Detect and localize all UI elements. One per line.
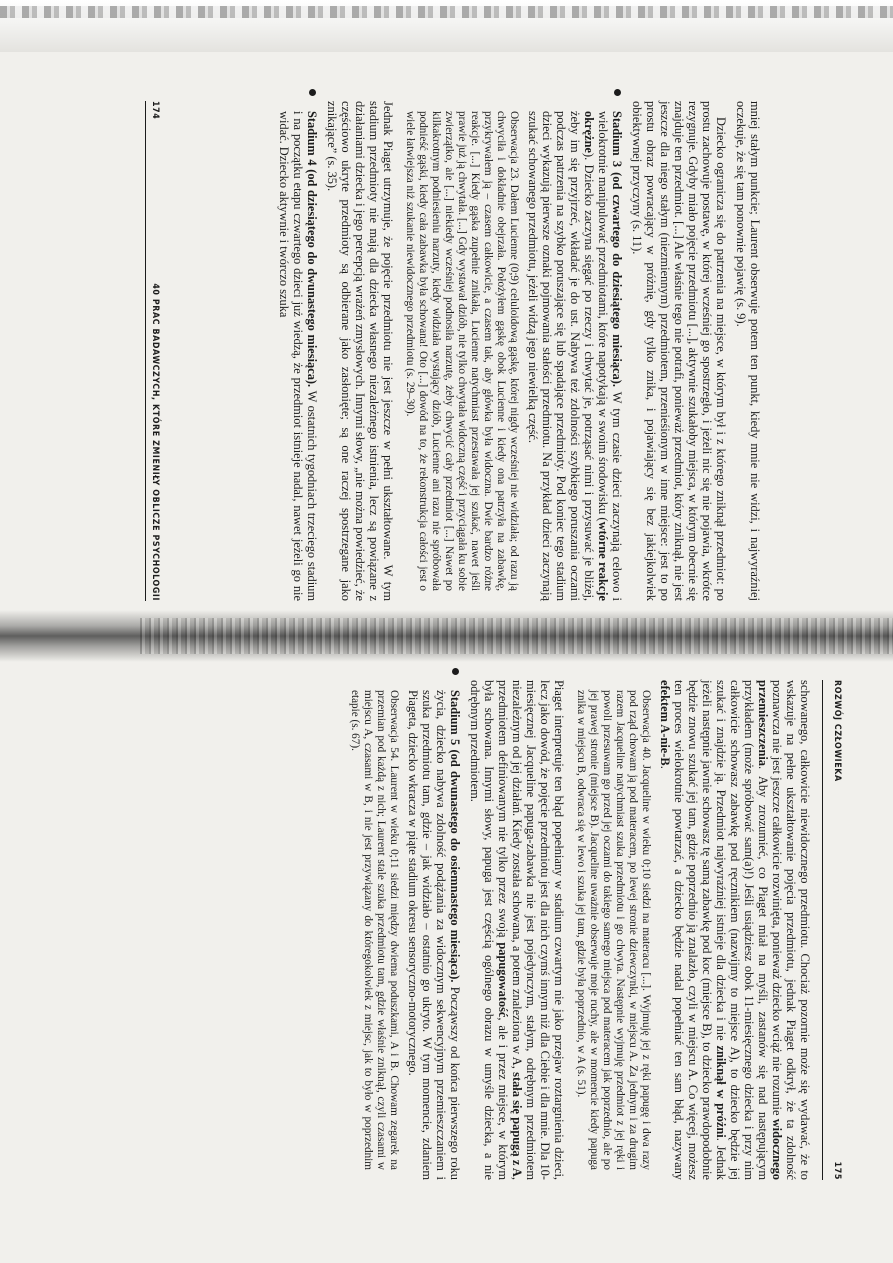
right-p2-c: , ale i przez miejsce, w którym była schowana. Innymi słowy, papuga jest częścią ogólnego obrazu w umyśle dziecka, a nie odrębnym przedmiotem. xyxy=(468,680,510,1180)
stage-3-text-1: W tym czasie dzieci zaczynają celowo i wielokrotnie manipulować przedmiotami, które napotykają w swoim środowisku ( xyxy=(596,111,624,601)
left-running-head: 40 PRAC BADAWCZYCH, KTÓRE ZMIENIŁY OBLICZE PSYCHOLOGII xyxy=(150,283,160,601)
stage-4-text: W ostatnich tygodniach trzeciego stadium i na początku etapu czwartego dzieci już wiedzą, że przedmiot istnieje nadal, nawet jeżeli go nie widać. Dziecko aktywnie i twórczo szuka xyxy=(277,111,319,601)
gutter-noise xyxy=(140,618,893,654)
term-visible-displacement: widocznego przemieszczenia xyxy=(756,680,784,1180)
right-p2-b: , przedmiotem definiowanym nie tylko przez swoją xyxy=(496,680,524,1180)
stage-4-title: Stadium 4 (od dziesiątego do dwunastego miesiąca). xyxy=(305,111,319,388)
right-page-body xyxy=(152,680,812,1180)
right-running-head: ROZWÓJ CZŁOWIEKA xyxy=(832,680,842,782)
stage-3-text-2: ). Dziecko zaczyna sięgać po rzeczy i chwytać je, potrząsać nimi i przysuwać je bliżej, żeby im się przyjrzeć, wkładać je do ust. Nabywa też zdolności szybkiego poruszania oczami podczas patrzenia na szybko poruszające się lub spadające przedmioty. Pod koniec tego stadium dzieci wykazują pierwsze oznaki pojmowania stałości przedmiotu. Na przykład dzieci zaczynają szukać schowanego przedmiotu, jeżeli widzą jego niewielką część. xyxy=(526,111,596,601)
observation-40: Obserwacja 40. Jacqueline w wieku 0;10 siedzi na materacu [...]. Wyjmuję jej z ręki papugę i dwa razy pod rząd chowam ją pod materacem, po lewej stronie dziewczynki, w miejscu A. Za jednym i za drugim razem Jacqueline natychmiast szuka przedmiotu i go chwyta. Następnie wyjmuję przedmiot z jej ręki i powoli przesuwam go przed jej oczami do takiego samego miejsca pod materacem jak poprzednio, ale po jej prawej stronie (miejsce B). Jacqueline uważnie obserwuje moje ruchy, ale w momencie kiedy papuga znika w miejscu B, odwraca się w lewo i szuka jej tam, gdzie była poprzednio, w A (s. 51). xyxy=(575,690,652,1170)
stage-3-item xyxy=(526,101,624,601)
left-paragraph-1: mniej stałym punkcie; Laurent obserwuje potem ten punkt, kiedy mnie nie widzi, i najwyraźniej oczekuje, że się tam ponownie pojawię (s. 9). xyxy=(734,101,762,601)
stage-3-term: wtórne reakcje okrężne xyxy=(582,111,610,601)
right-p1-b: . Aby zrozumieć, co Piaget miał na myśli, zastanów się nad następującym przykładem (może spróbować sam(a)!) Jeśli usiądziesz obok 11-miesięcznego dziecka i przy nim całkowicie schowasz zabawkę pod ręcznikiem (nazwijmy to miejsce A), to dziecko będzie jej szukać i znajdzie ją. Przedmiot najwyraźniej istnieje dla dziecka i nie xyxy=(714,680,770,1180)
term-vanished: zniknął w próżni xyxy=(714,1045,728,1138)
left-page-number: 174 xyxy=(150,101,160,120)
right-p1-c: . Jednak jeżeli następnie jawnie schowasz tę samą zabawkę pod koc (miejsce B), to dziecko prawdopodobnie będzie znowu szukać jej tam, gdzie poprzednio ją znalazło, czyli w miejscu A. Co więcej, możesz ten proces wielokrotnie powtarzać, a dziecko będzie nadal popełniać ten sam błąd, nazywany xyxy=(672,680,728,1180)
right-p1-a: schowanego, całkowicie niewidocznego przedmiotu. Chociaż pozornie może się wydawać, że to wskazuje na pełne ukształtowanie pojęcia przedmiotu, jednak Piaget odkrył, że ta zdolność poznawcza nie jest jeszcze całkowicie rozwinięta, ponieważ dziecko wciąż nie rozumie xyxy=(770,680,812,1180)
observation-23: Obserwacja 23. Dałem Lucienne (0;9) celuloidową gąskę, której nigdy wcześniej nie widziała; od razu ją chwyciła i dokładnie obejrzała. Położyłem gąskę obok Lucienne i kiedy ona patrzyła na zabawkę, przykrywałem ją – czasem całkowicie, a czasem tak, aby główka była widoczna. Dwie bardzo różne reakcje. [...] Kiedy gąska zupełnie znikała, Lucienne natychmiast przestawała jej szukać, nawet jeśli prawie już ją chwytała. [...] Gdy wystawał dziób, nie tylko chwytała widoczną część i przyciągała ku sobie zwierzątko, ale [...] niekiedy wcześniej podnosiła narzutę, żeby chwycić cały przedmiot [...] Nawet po kilkakrotnym podniesieniu narzuty, kiedy widziała wystający dziób, Lucienne ani razu nie spróbowała podnieść gąski, kiedy cała zabawka była schowana! Oto [...] dowód na to, że rekonstrukcja całości jest o wiele łatwiejsza niż szukanie niewidocznego przedmiotu (s. 29–30). xyxy=(404,111,520,591)
left-page-body xyxy=(132,101,762,601)
stage-5-title: Stadium 5 (od dwunastego do osiemnastego miesiąca). xyxy=(448,690,462,983)
term-parrot-a: stała się papugą z A xyxy=(510,1072,524,1177)
right-paragraph-2 xyxy=(468,680,566,1180)
left-paragraph-2: Dziecko ogranicza się do patrzenia na miejsce, w którym był i z którego zniknął przedmiot: po prostu zachowuje postawę, w której wcześniej go spostrzegło, i jeżeli nic się nie pojawia, wkrótce rezygnuje. Gdyby miało pojęcie przedmiotu [...], aktywnie szukałoby miejsca, w którym obecnie się znajduje ten przedmiot. [...] Ale właśnie tego nie potrafi, ponieważ przedmiot, który zniknął, nie jest jeszcze dla niego stałym (niezmiennym) przedmiotem, przenieśionym w inne miejsce: jest to po prostu obraz powracający w próżnię, gdy tylko znika, i pojawiający się bez jakiejkolwiek obiektywnej przyczyny (s. 11). xyxy=(630,101,728,601)
stage-4-item xyxy=(277,101,319,601)
right-p2-a: Piaget interpretuje ten błąd popełniany w stadium czwartym nie jako przejaw roztargnienia dzieci, lecz jako dowód, że pojęcie przedmiotu jest dla nich czymś innym niż dla Ciebie i dla mnie. Dla 10-miesięcznej Jacqueline papuga-zabawka nie jest pojedynczym, stałym, odrębnym przedmiotem niezależnym od jej działań. Kiedy została schowana, a potem znaleziona w A, xyxy=(510,680,566,1180)
right-page-header xyxy=(828,680,842,1180)
stage-3-title: Stadium 3 (od czwartego do dziesiątego miesiąca). xyxy=(610,111,624,387)
observation-54: Obserwacja 54. Laurent w wieku 0;11 siedzi między dwiema poduszkami, A i B. Chowam zegarek na przemian pod każdą z nich; Laurent stale szuka przedmiotu tam, gdzie właśnie zniknął, czyli czasami w miejscu A, czasami w B, i nie jest przywiązany do któregokolwiek z miejsc, jak to było w poprzednim etapie (s. 67). xyxy=(349,690,400,1170)
right-header-rule xyxy=(822,680,823,1180)
scan-streak xyxy=(0,6,893,18)
right-p1-d: . xyxy=(658,765,672,769)
term-a-not-b: efektem A-nie-B xyxy=(658,680,672,766)
term-parrotness: papugowatość xyxy=(496,942,510,1018)
left-paragraph-3: Jednak Piaget utrzymuje, że pojęcie przedmiotu nie jest jeszcze w pełni ukształtowane. W tym stadium przedmioty nie mają dla dziecka własnego niezależnego istnienia, lecz są powiązane z działaniami dziecka i jego percepcją wrażeń zmysłowych. Innymi słowy, „nie można powiedzieć, że częściowo ukryte przedmioty są odbierane jako zasłonięte; są one raczej spostrzegane jako znikające” (s. 35). xyxy=(325,101,395,601)
stage-5-text: Począwszy od końca pierwszego roku życia, dziecko nabywa zdolność podążania za widocznym sekwencyjnym przemieszczaniem i szuka przedmiotu tam, gdzie – jak widziało – ostatnio go ukryto. W tym momencie, zdaniem Piageta, dziecko wkracza w piąte stadium okresu sensoryczno-motorycznego. xyxy=(406,690,462,1180)
right-page-number: 175 xyxy=(832,1161,842,1180)
right-paragraph-1 xyxy=(658,680,812,1180)
stage-5-item xyxy=(406,680,462,1180)
